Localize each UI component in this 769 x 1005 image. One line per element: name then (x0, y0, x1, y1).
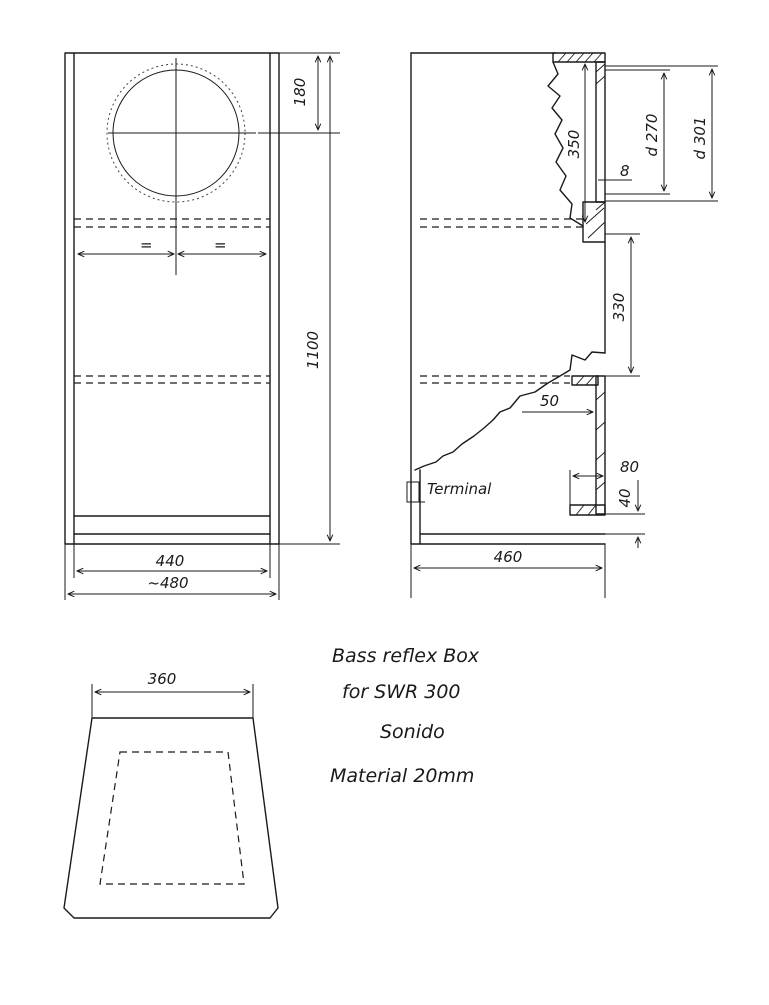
top-panel-hatch (558, 53, 602, 62)
port-hatch (576, 376, 605, 515)
equal-left-label: = (140, 236, 153, 254)
top-panel-section (553, 53, 605, 62)
dim-440-label: 440 (155, 552, 185, 570)
terminal-box (407, 482, 419, 502)
dim-8-label: 8 (620, 162, 630, 180)
terminal-label: Terminal (427, 480, 492, 498)
front-outline (65, 53, 279, 544)
dim-360-label: 360 (147, 670, 177, 688)
dim-1100-label: 1100 (304, 330, 322, 370)
break-line-bottom (415, 352, 605, 470)
port-upper-cap (572, 376, 598, 385)
dim-480-label: ~480 (147, 574, 189, 592)
title-notes (330, 645, 480, 787)
dim-d301-label: d 301 (691, 116, 709, 160)
port-front-wall (596, 376, 605, 514)
front-view (65, 53, 340, 600)
dim-180-label: 180 (291, 77, 309, 107)
baffle-lower-section (583, 202, 605, 242)
equal-right-label: = (214, 236, 227, 254)
note-model: for SWR 300 (342, 681, 461, 703)
note-title: Bass reflex Box (332, 645, 480, 667)
dim-80-label: 80 (620, 458, 640, 476)
side-view (407, 53, 718, 598)
dim-40-label: 40 (616, 488, 634, 508)
note-material: Material 20mm (330, 765, 475, 787)
dim-350-label: 350 (565, 129, 583, 159)
top-view (64, 670, 278, 918)
top-outline (64, 718, 278, 918)
note-brand: Sonido (380, 721, 445, 743)
top-inner-dashed (100, 752, 244, 884)
dim-460-label: 460 (493, 548, 523, 566)
dim-50-label: 50 (540, 392, 560, 410)
dim-d270-label: d 270 (643, 113, 661, 157)
dim-330-label: 330 (610, 292, 628, 322)
